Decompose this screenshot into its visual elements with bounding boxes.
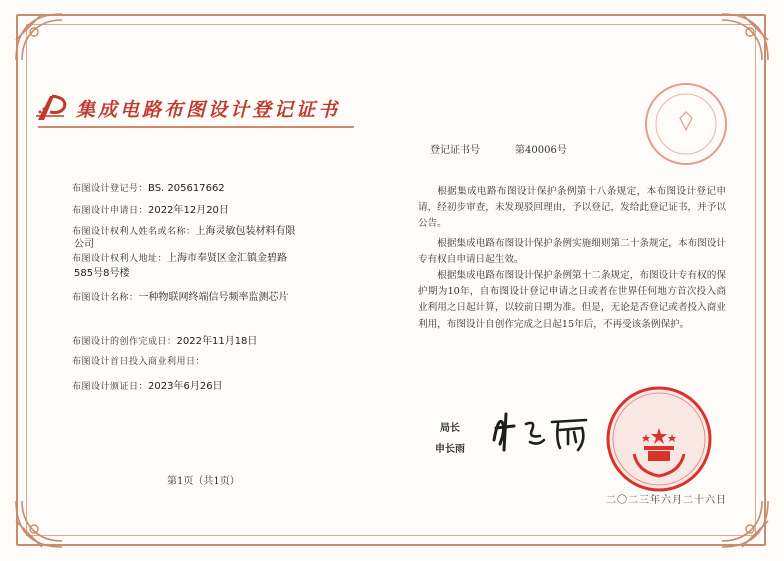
corner-ornament-icon bbox=[718, 10, 772, 64]
application-date-label: 布图设计申请日： bbox=[72, 206, 149, 216]
owner-address-field bbox=[72, 249, 287, 264]
creation-date-value: 2022年11月18日 bbox=[176, 336, 258, 347]
application-date-value: 2022年12月20日 bbox=[148, 205, 229, 216]
design-name-field bbox=[72, 288, 289, 303]
cert-number-label: 登记证书号 bbox=[430, 145, 480, 156]
corner-ornament-icon bbox=[12, 497, 66, 551]
issue-date-field bbox=[72, 377, 223, 392]
cnipa-logo-icon bbox=[34, 92, 72, 124]
application-date-field bbox=[72, 201, 229, 216]
owner-address-label: 布图设计权利人地址： bbox=[72, 254, 168, 264]
owner-name-label: 布图设计权利人姓名或名称： bbox=[72, 227, 196, 237]
page-number: 第1页（共1页） bbox=[167, 476, 240, 487]
director-title: 局长 bbox=[440, 423, 460, 434]
embossed-seal-icon bbox=[640, 78, 732, 170]
certificate-title: 集成电路布图设计登记证书 bbox=[76, 99, 341, 121]
owner-name-field bbox=[72, 222, 296, 237]
registration-number-value: BS. 205617662 bbox=[148, 183, 225, 194]
owner-name-value-cont: 公司 bbox=[74, 239, 94, 250]
owner-name-value: 上海灵敏包装材料有限 bbox=[195, 226, 296, 237]
corner-ornament-icon bbox=[12, 10, 66, 64]
official-red-seal-icon bbox=[604, 384, 714, 494]
design-name-value: 一种物联网终端信号频率监测芯片 bbox=[138, 292, 289, 303]
registration-number-label: 布图设计登记号： bbox=[72, 184, 149, 194]
paragraph-registration: 根据集成电路布图设计保护条例第十八条规定，本布图设计登记申请，经初步审查，未发现驳回理由，予以登记，发给此登记证书，并予以公告。 bbox=[418, 186, 726, 230]
creation-date-label: 布图设计的创作完成日： bbox=[72, 337, 177, 347]
paragraph-effective: 根据集成电路布图设计保护条例实施细则第二十条规定，本布图设计专有权自申请日起生效。 bbox=[418, 238, 726, 266]
owner-address-value-cont: 585号8号楼 bbox=[74, 268, 130, 279]
handwritten-signature-icon bbox=[486, 400, 596, 456]
registration-number-field bbox=[72, 181, 225, 194]
issue-date-label: 布图设计颁证日： bbox=[72, 382, 149, 392]
issue-date-value: 2023年6月26日 bbox=[148, 381, 223, 392]
design-name-label: 布图设计名称： bbox=[72, 293, 139, 303]
commercial-use-date-field bbox=[72, 354, 205, 367]
title-underline bbox=[38, 126, 354, 128]
paragraph-protection-term: 根据集成电路布图设计保护条例第十二条规定，布图设计专有权的保护期为10年，自布图设计登记申请之日或者在世界任何地方首次投入商业利用之日起计算，以较前日期为准。但是，无论是否登记或者投入商业利用，布图设计自创作完成之日起15年后，不再受该条例保护。 bbox=[418, 270, 726, 330]
commercial-use-date-label: 布图设计首日投入商业利用日： bbox=[72, 357, 206, 367]
creation-date-field bbox=[72, 332, 257, 347]
cert-number-value: 第40006号 bbox=[515, 145, 567, 156]
issue-date-seal: 二〇二三年六月二十六日 bbox=[606, 495, 727, 506]
owner-address-value: 上海市奉贤区金汇镇金碧路 bbox=[167, 253, 288, 264]
director-name: 申长雨 bbox=[435, 444, 465, 455]
